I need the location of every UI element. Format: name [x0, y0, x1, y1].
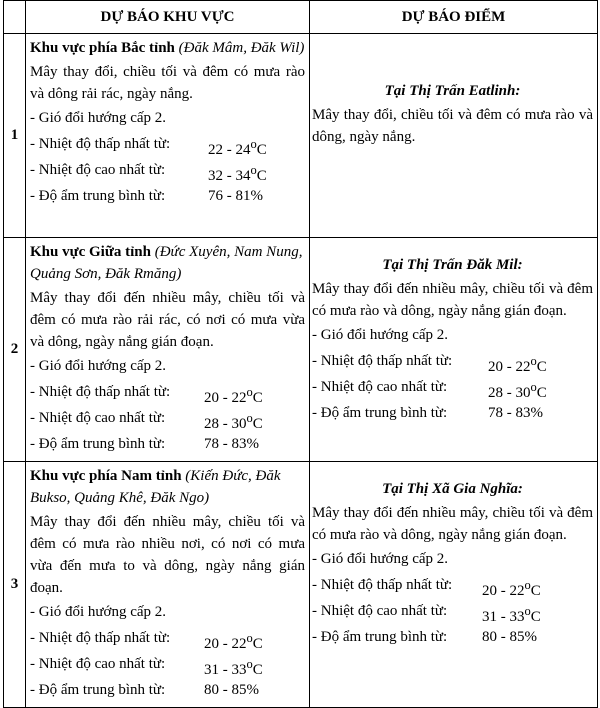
tmax-label: - Nhiệt độ cao nhất từ: — [30, 410, 166, 426]
point-tmin — [312, 348, 593, 374]
region-desc: Mây thay đổi đến nhiều mây, chiều tối và đêm có mưa rào rải rác, có nơi có mưa vừa và dông, ngày nắng gián đoạn. — [30, 290, 305, 350]
celsius-unit: C — [530, 583, 541, 599]
tmax-value: 31 - 33 — [482, 609, 525, 625]
region-places: (Đức Xuyên, Nam Nung, Quảng Sơn, Đăk Rmăng) — [30, 244, 303, 282]
tmax-value: 28 - 30 — [488, 385, 531, 401]
region-cell — [26, 462, 310, 708]
region-wind: - Gió đổi hướng cấp 2. — [30, 110, 167, 126]
region-heading — [30, 465, 305, 509]
tmin-value: 20 - 22 — [204, 390, 247, 406]
table-row — [4, 34, 598, 238]
row-number: 2 — [4, 238, 26, 462]
celsius-unit: C — [536, 385, 547, 401]
region-name: Khu vực phía Nam tỉnh — [30, 468, 182, 484]
hum-value: 80 - 85% — [204, 682, 259, 698]
point-tmax — [312, 374, 593, 400]
row-number: 3 — [4, 462, 26, 708]
header-num — [4, 1, 26, 34]
region-wind: - Gió đổi hướng cấp 2. — [30, 604, 167, 620]
region-desc: Mây thay đổi đến nhiều mây, chiều tối và đêm có mưa rào nhiều nơi, có nơi có mưa vừa đến mưa to và dông, ngày nắng gián đoạn. — [30, 514, 305, 596]
tmax-label: - Nhiệt độ cao nhất từ: — [30, 162, 166, 178]
tmax-value: 32 - 34 — [208, 168, 251, 184]
celsius-unit: C — [252, 390, 263, 406]
point-wind: - Gió đổi hướng cấp 2. — [312, 327, 449, 343]
celsius-unit: C — [256, 142, 267, 158]
region-humidity — [30, 677, 305, 703]
tmin-label: - Nhiệt độ thấp nhất từ: — [30, 136, 171, 152]
point-cell — [310, 238, 598, 462]
hum-value: 78 - 83% — [488, 405, 543, 421]
tmax-value: 31 - 33 — [204, 662, 247, 678]
degree-sign: o — [246, 411, 253, 425]
header-region: DỰ BÁO KHU VỰC — [26, 1, 310, 34]
celsius-unit: C — [252, 416, 263, 432]
degree-sign: o — [250, 137, 257, 151]
region-tmin — [30, 131, 305, 157]
row-number: 1 — [4, 34, 26, 238]
degree-sign: o — [246, 657, 253, 671]
hum-label: - Độ ẩm trung bình từ: — [30, 682, 166, 698]
region-heading — [30, 37, 305, 59]
region-humidity — [30, 183, 305, 209]
celsius-unit: C — [252, 662, 263, 678]
tmax-label: - Nhiệt độ cao nhất từ: — [312, 379, 448, 395]
point-desc: Mây thay đổi, chiều tối và đêm có mưa rào và dông, ngày nắng. — [312, 107, 593, 145]
region-tmax — [30, 651, 305, 677]
point-location: Tại Thị Trấn Eatlinh: — [384, 83, 521, 99]
header-point: DỰ BÁO ĐIỂM — [310, 1, 598, 34]
tmax-label: - Nhiệt độ cao nhất từ: — [30, 656, 166, 672]
point-location: Tại Thị Trấn Đăk Mil: — [382, 257, 523, 273]
hum-label: - Độ ẩm trung bình từ: — [30, 188, 166, 204]
region-tmin — [30, 379, 305, 405]
point-cell — [310, 462, 598, 708]
point-wind: - Gió đổi hướng cấp 2. — [312, 551, 449, 567]
point-humidity — [312, 400, 593, 426]
region-cell — [26, 34, 310, 238]
region-name: Khu vực Giữa tỉnh — [30, 244, 151, 260]
region-heading — [30, 241, 305, 285]
region-tmax — [30, 157, 305, 183]
celsius-unit: C — [256, 168, 267, 184]
hum-value: 78 - 83% — [204, 436, 259, 452]
degree-sign: o — [246, 631, 253, 645]
celsius-unit: C — [536, 359, 547, 375]
degree-sign: o — [530, 380, 537, 394]
hum-label: - Độ ẩm trung bình từ: — [30, 436, 166, 452]
point-humidity — [312, 624, 593, 650]
degree-sign: o — [524, 604, 531, 618]
tmin-value: 20 - 22 — [482, 583, 525, 599]
point-tmax — [312, 598, 593, 624]
region-cell — [26, 238, 310, 462]
tmin-label: - Nhiệt độ thấp nhất từ: — [312, 353, 453, 369]
tmax-label: - Nhiệt độ cao nhất từ: — [312, 603, 448, 619]
degree-sign: o — [250, 163, 257, 177]
point-cell — [310, 34, 598, 238]
hum-value: 80 - 85% — [482, 629, 537, 645]
point-tmin — [312, 572, 593, 598]
point-desc: Mây thay đổi đến nhiều mây, chiều tối và đêm có mưa rào và dông, ngày nắng gián đoạn. — [312, 281, 593, 319]
point-location: Tại Thị Xã Gia Nghĩa: — [382, 481, 523, 497]
tmin-label: - Nhiệt độ thấp nhất từ: — [312, 577, 453, 593]
point-desc: Mây thay đổi đến nhiều mây, chiều tối và đêm có mưa rào và dông, ngày nắng gián đoạn. — [312, 505, 593, 543]
tmin-label: - Nhiệt độ thấp nhất từ: — [30, 630, 171, 646]
region-tmax — [30, 405, 305, 431]
tmin-value: 20 - 22 — [488, 359, 531, 375]
tmin-value: 22 - 24 — [208, 142, 251, 158]
region-places: (Đăk Mâm, Đăk Wil) — [178, 40, 305, 56]
hum-label: - Độ ẩm trung bình từ: — [312, 405, 448, 421]
celsius-unit: C — [252, 636, 263, 652]
table-row — [4, 462, 598, 708]
region-name: Khu vực phía Bắc tỉnh — [30, 40, 175, 56]
degree-sign: o — [246, 385, 253, 399]
table-row — [4, 238, 598, 462]
tmin-label: - Nhiệt độ thấp nhất từ: — [30, 384, 171, 400]
tmax-value: 28 - 30 — [204, 416, 247, 432]
region-wind: - Gió đổi hướng cấp 2. — [30, 358, 167, 374]
hum-label: - Độ ẩm trung bình từ: — [312, 629, 448, 645]
region-tmin — [30, 625, 305, 651]
region-humidity — [30, 431, 305, 457]
header-row — [4, 1, 598, 34]
region-places: (Kiến Đức, Đăk Bukso, Quảng Khê, Đăk Ngo) — [30, 468, 281, 506]
region-desc: Mây thay đổi, chiều tối và đêm có mưa rào và dông rải rác, ngày nắng. — [30, 64, 305, 102]
forecast-table — [3, 0, 598, 708]
celsius-unit: C — [530, 609, 541, 625]
degree-sign: o — [530, 354, 537, 368]
tmin-value: 20 - 22 — [204, 636, 247, 652]
hum-value: 76 - 81% — [208, 188, 263, 204]
degree-sign: o — [524, 578, 531, 592]
